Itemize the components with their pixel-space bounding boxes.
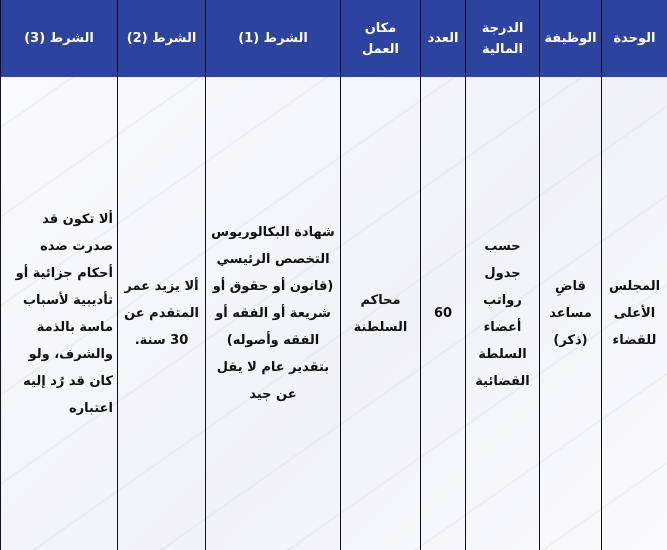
header-condition-2: الشرط (2) [118, 0, 206, 77]
cell-grade [466, 77, 540, 550]
cell-condition-2-text: ألا يزيد عمر المتقدم عن 30 سنة. [124, 279, 199, 348]
cell-workplace [341, 77, 421, 550]
cell-workplace-text: محاكم السلطنة [353, 292, 408, 335]
header-grade: الدرجة المالية [466, 0, 540, 77]
cell-job-text: قاضِ مساعد (ذكر) [549, 279, 592, 348]
cell-condition-2 [118, 77, 206, 550]
table-row [1, 77, 667, 550]
cell-unit [602, 77, 667, 550]
table-header-row [1, 0, 667, 77]
header-count: العدد [421, 0, 466, 77]
cell-condition-1 [206, 77, 341, 550]
header-condition-3: الشرط (3) [1, 0, 118, 77]
header-job: الوظيفة [540, 0, 602, 77]
cell-grade-text: حسب جدول رواتب أعضاء السلطة القضائية [475, 238, 530, 389]
header-unit: الوحدة [602, 0, 667, 77]
cell-job [540, 77, 602, 550]
cell-count [421, 77, 466, 550]
cell-condition-3 [1, 77, 118, 550]
cell-count-text: 60 [433, 306, 453, 321]
cell-unit-text: المجلس الأعلى للقضاء [608, 279, 661, 348]
header-workplace: مكان العمل [341, 0, 421, 77]
cell-condition-1-text: شهادة البكالوريوس التخصص الرئيسي (قانون أو حقوق أو شريعة أو الفقه أو الفقه وأصوله) بتقدير عام لا يقل عن جيد [211, 225, 335, 402]
cell-condition-3-text: ألا تكون قد صدرت ضده أحكام جزائية أو تأديبية لأسباب ماسة بالذمة والشرف، ولو كان قد رُد إليه اعتباره [15, 211, 113, 416]
header-condition-1: الشرط (1) [206, 0, 341, 77]
